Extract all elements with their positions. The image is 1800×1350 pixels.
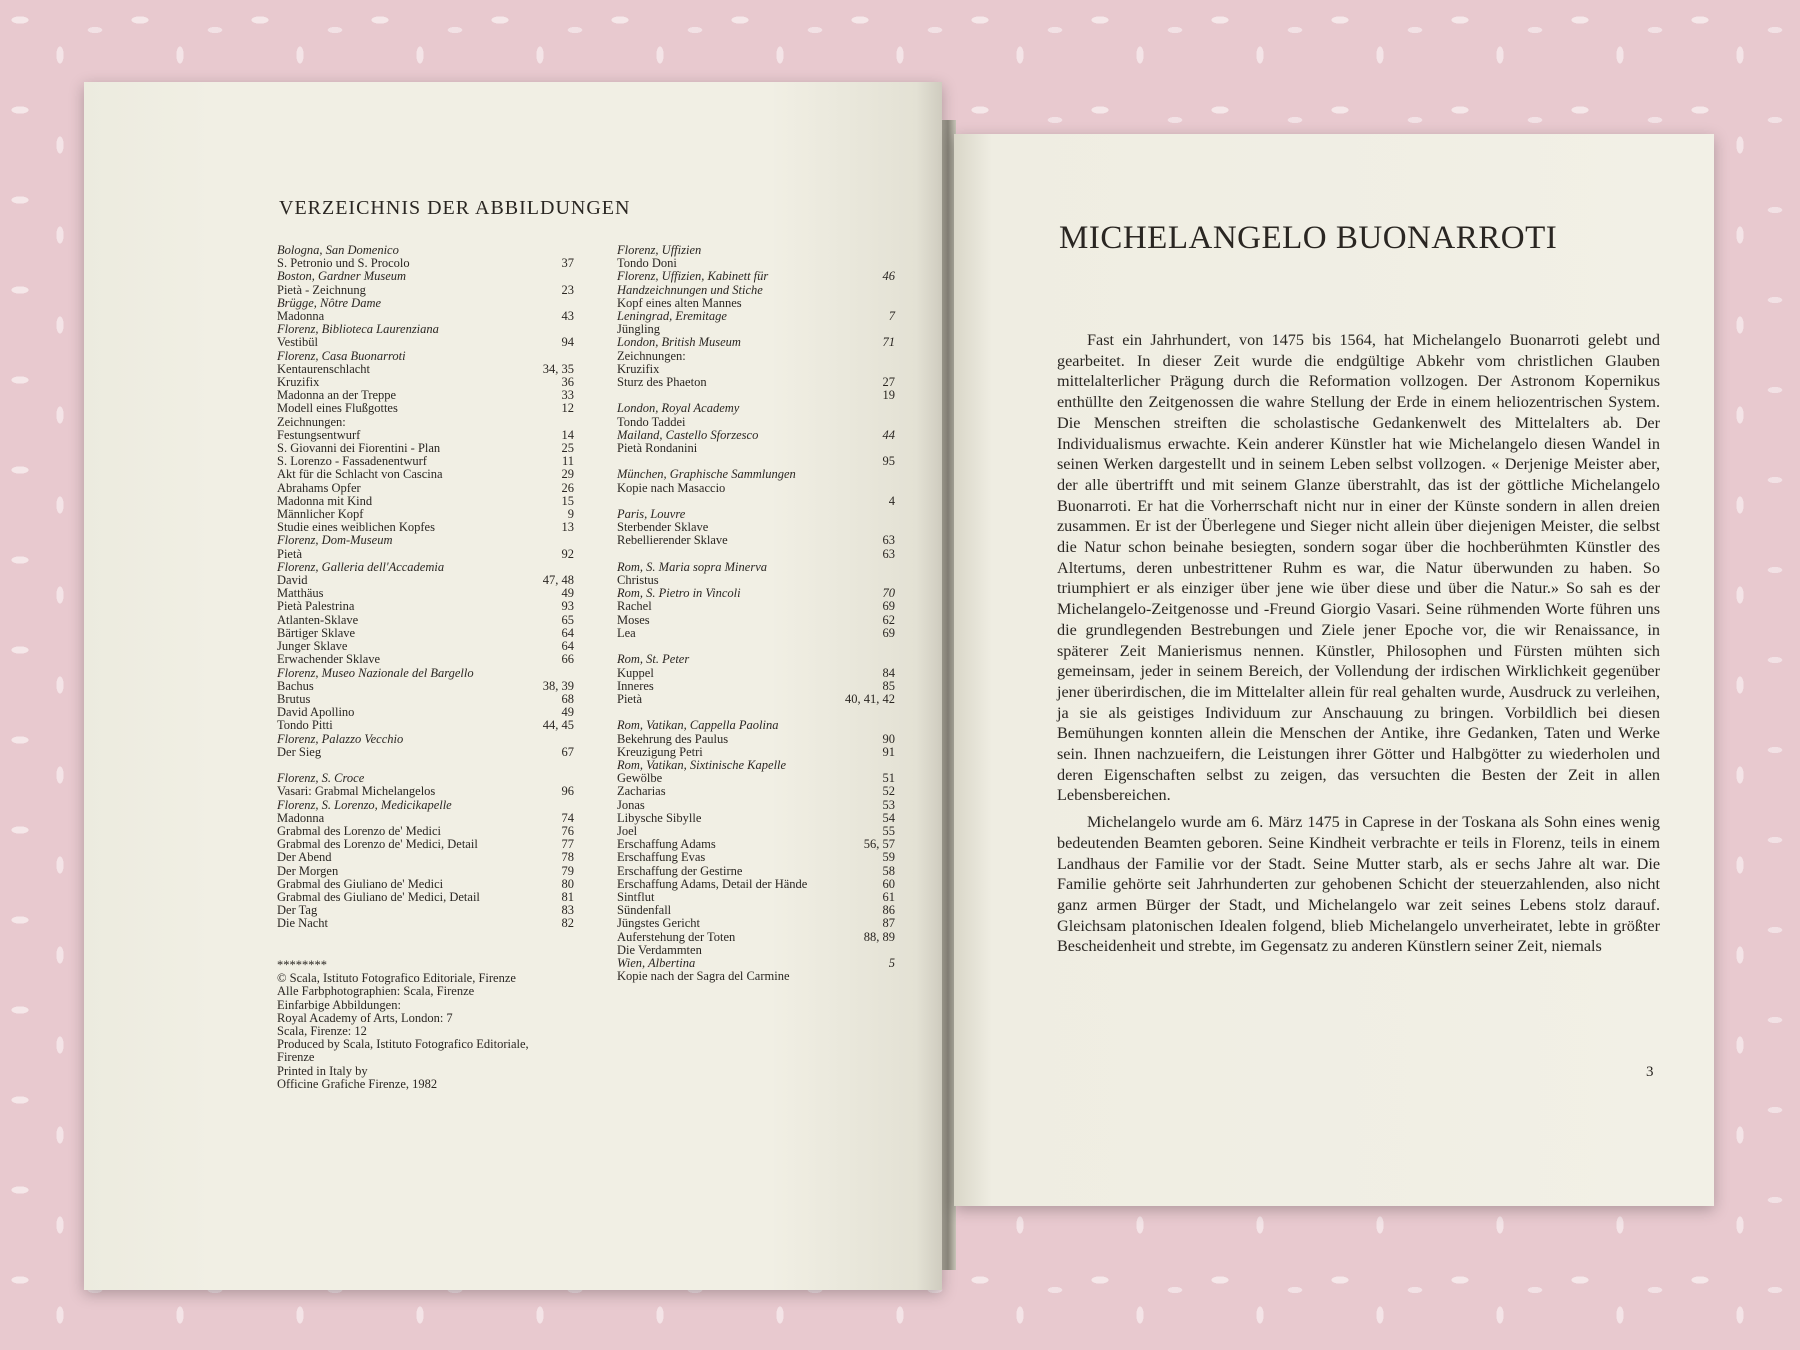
- entry-title: S. Giovanni dei Fiorentini - Plan: [277, 441, 441, 456]
- entry-page-number: 12: [561, 401, 574, 416]
- entry-page-number: 96: [561, 784, 574, 799]
- credit-line: © Scala, Istituto Fotografico Editoriale, Firenze: [277, 971, 516, 986]
- entry-page-number: 58: [882, 863, 895, 878]
- entry-page-number: 87: [882, 916, 895, 931]
- body-text: [1057, 330, 1660, 957]
- entry-page-number: 65: [561, 612, 574, 627]
- entry-title: Madonna mit Kind: [277, 493, 373, 508]
- index-entry: [617, 680, 895, 693]
- entry-page-number: 80: [561, 876, 574, 891]
- entry-title: Grabmal des Giuliano de' Medici: [277, 876, 444, 891]
- index-location: [277, 561, 574, 574]
- index-entry: [617, 693, 895, 706]
- entry-title: Akt für die Schlacht von Cascina: [277, 467, 443, 482]
- entry-title: Rom, Vatikan, Cappella Paolina: [617, 718, 779, 733]
- index-entry: [617, 667, 895, 680]
- index-entry: [617, 600, 895, 613]
- paragraph: Fast ein Jahrhundert, von 1475 bis 1564, hat Michelangelo Buonarroti gelebt und gearbeitet. In dieser Zeit wurde die endgültige Abkehr vom christlichen Glauben mittelalterlicher Prägung durch die Reformation vollzogen. Der Astronom Kopernikus enthüllte den Zeitgenossen die wahre Stellung der Erde in einem heliozentrischen System. Die Menschen streiften die scholastische Gedankenwelt des Mittelalters ab. Der Individualismus erwachte. Kein anderer Künstler hat wie Michelangelo diesen Wandel in seinen Werken dargestellt und in seinem Leben selbst vollzogen. « Derjenige Meister aber, der alle übertrifft und mit seinem Glanze überstrahlt, das ist der göttliche Michelangelo Buonarroti. Er hat die Vorherrschaft nicht nur in einer der Künste sondern in allen dreien zusammen. Er ist der Überlegene und Sieger nicht allein über diejenigen Meister, die selbst die Natur schon beinahe besiegten, sondern sogar über die hochberühmten Künstler des Altertums, deren unbestrittener Ruhm es war, die Natur überwunden zu haben. So triumphiert er als einziger über jene wie über diese und über die Natur.» So sah es der Michelangelo-Zeitgenosse und -Freund Giorgio Vasari. Seine rühmenden Worte führen uns die grundlegenden Bestrebungen und Ziele jener Epoche vor, die wir Renaissance, in späterer Zeit Manierismus nennen. Künstler, Philosophen und Fürsten mühten sich gemeinsam, jeder in seinem Bereich, der Vollendung der irdischen Wirklichkeit gegenüber jener überirdischen, die im Mittelalter allein für real gehalten wurde, Ausdruck zu verleihen, ja sie als geistiges Individuum zur Anschauung zu bringen. Vorbildlich bei diesen Bemühungen konnten allein die Menschen der Antike, ihre Gedanken, Taten und Werke sein. Ihnen nachzueifern, die Leistungen ihrer Götter und Halbgötter zu wiederholen und deren Eigenschaften selbst zu zeigen, das versuchten die Besten der Zeit in allen Lebensbereichen.: [1057, 331, 1660, 805]
- entry-page-number: 69: [882, 599, 895, 614]
- entry-page-number: 47, 48: [542, 573, 574, 588]
- entry-title: Florenz, Uffizien, Kabinett für: [617, 269, 769, 284]
- entry-title: Erschaffung Adams: [617, 837, 716, 852]
- entry-title: Sterbender Sklave: [617, 520, 709, 535]
- entry-page-number: 19: [882, 388, 895, 403]
- credits-block: [277, 959, 557, 1091]
- index-entry: [277, 402, 574, 415]
- index-entry: [277, 548, 574, 561]
- entry-title: Festungsentwurf: [277, 427, 361, 442]
- credit-line: ********: [277, 958, 327, 972]
- entry-page-number: 5: [888, 955, 895, 970]
- entry-title: Grabmal des Lorenzo de' Medici: [277, 823, 441, 838]
- entry-title: Kruzifix: [617, 361, 660, 376]
- entry-title: Vestibül: [277, 335, 318, 350]
- entry-page-number: 66: [561, 652, 574, 667]
- entry-title: Bärtiger Sklave: [277, 625, 356, 640]
- entry-page-number: 74: [561, 810, 574, 825]
- index-location: [277, 534, 574, 547]
- entry-title: Handzeichnungen und Stiche: [617, 282, 763, 297]
- index-entry: [277, 851, 574, 864]
- index-entry: [617, 812, 895, 825]
- credit-line: Alle Farbphotographien: Scala, Firenze: [277, 984, 475, 999]
- index-entry: [277, 600, 574, 613]
- entry-page-number: 60: [882, 876, 895, 891]
- credit-line: Firenze: [277, 1050, 315, 1065]
- index-location: [277, 270, 574, 283]
- entry-page-number: 9: [567, 507, 574, 522]
- entry-title: Erwachender Sklave: [277, 652, 381, 667]
- entry-title: Leningrad, Eremitage: [617, 309, 727, 324]
- index-entry: [617, 931, 895, 944]
- credit-line: Royal Academy of Arts, London: 7: [277, 1010, 453, 1025]
- index-entry: [277, 785, 574, 798]
- entry-title: Madonna an der Treppe: [277, 388, 397, 403]
- entry-title: Rom, S. Pietro in Vincoli: [617, 586, 741, 601]
- entry-title: Florenz, Biblioteca Laurenziana: [277, 322, 439, 337]
- paragraph: Michelangelo wurde am 6. März 1475 in Caprese in der Toskana als Sohn eines wenig bedeutenden Beamten geboren. Seine Kindheit verbrachte er teils in Florenz, teils in einem Landhaus der Familie vor der Stadt. Seine Mutter starb, als er sechs Jahre alt war. Die Familie gehörte seit Jahrhunderten zur gehobenen Schicht der steuerzahlenden, also nicht ganz armen Bürger der Stadt, und Michelangelo war zeit seines Lebens stolz darauf. Gleichsam platonischen Idealen folgend, blieb Michelangelo unverheiratet, lebte in größter Bescheidenheit und strebte, im Gegensatz zu anderen Künstlern seiner Zeit, niemals: [1057, 813, 1660, 956]
- entry-page-number: 26: [561, 480, 574, 495]
- entry-page-number: 68: [561, 691, 574, 706]
- entry-title: Grabmal des Lorenzo de' Medici, Detail: [277, 837, 478, 852]
- credit-line: Einfarbige Abbildungen:: [277, 997, 401, 1012]
- index-location: [277, 733, 574, 746]
- entry-title: Pietà: [277, 546, 302, 561]
- index-entry: [617, 785, 895, 798]
- entry-page-number: 46: [882, 269, 895, 284]
- index-entry: [277, 812, 574, 825]
- entry-page-number: 64: [561, 625, 574, 640]
- entry-title: Pietà Rondanini: [617, 441, 698, 456]
- index-location: [617, 402, 895, 415]
- entry-title: Der Tag: [277, 903, 318, 918]
- entry-title: Kreuzigung Petri: [617, 744, 703, 759]
- index-location: [277, 350, 574, 363]
- index-entry: [617, 482, 895, 495]
- index-entry: [617, 917, 895, 930]
- entry-title: Rom, Vatikan, Sixtinische Kapelle: [617, 757, 787, 772]
- entry-title: Tondo Doni: [617, 256, 677, 271]
- entry-page-number: 79: [561, 863, 574, 878]
- entry-title: Grabmal des Giuliano de' Medici, Detail: [277, 889, 480, 904]
- entry-title: Sündenfall: [617, 903, 672, 918]
- entry-title: Pietà: [617, 691, 642, 706]
- entry-title: S. Lorenzo - Fassadenentwurf: [277, 454, 427, 469]
- entry-title: Joel: [617, 823, 638, 838]
- entry-title: Pietà Palestrina: [277, 599, 355, 614]
- entry-page-number: 36: [561, 375, 574, 390]
- entry-title: Brutus: [277, 691, 311, 706]
- entry-page-number: 70: [882, 586, 895, 601]
- entry-title: Wien, Albertina: [617, 955, 696, 970]
- index-column-right: [617, 244, 895, 983]
- entry-page-number: 11: [561, 454, 574, 469]
- entry-page-number: 63: [882, 533, 895, 548]
- entry-page-number: 53: [882, 797, 895, 812]
- entry-title: David Apollino: [277, 705, 355, 720]
- entry-page-number: 81: [561, 889, 574, 904]
- credit-line: Printed in Italy by: [277, 1063, 368, 1078]
- entry-page-number: 44: [882, 427, 895, 442]
- entry-page-number: 43: [561, 309, 574, 324]
- entry-title: Gewölbe: [617, 771, 663, 786]
- entry-title: Vasari: Grabmal Michelangelos: [277, 784, 436, 799]
- entry-page-number: 54: [882, 810, 895, 825]
- index-entry: [277, 363, 574, 376]
- index-entry: [617, 442, 895, 455]
- entry-title: Kuppel: [617, 665, 654, 680]
- entry-title: München, Graphische Sammlungen: [617, 467, 796, 482]
- entry-title: Männlicher Kopf: [277, 507, 364, 522]
- left-page: [84, 82, 942, 1290]
- entry-page-number: 85: [882, 678, 895, 693]
- entry-page-number: 37: [561, 256, 574, 271]
- index-location: [617, 336, 895, 349]
- entry-title: Erschaffung der Gestirne: [617, 863, 743, 878]
- entry-title: Bekehrung des Paulus: [617, 731, 729, 746]
- entry-title: Der Morgen: [277, 863, 339, 878]
- entry-page-number: 94: [561, 335, 574, 350]
- entry-page-number: 78: [561, 850, 574, 865]
- entry-title: Kentaurenschlacht: [277, 361, 371, 376]
- entry-title: Bachus: [277, 678, 314, 693]
- entry-page-number: 49: [561, 705, 574, 720]
- index-entry: [617, 746, 895, 759]
- index-entry: [277, 482, 574, 495]
- entry-title: Madonna: [277, 309, 325, 324]
- entry-page-number: 61: [882, 889, 895, 904]
- entry-page-number: 25: [561, 441, 574, 456]
- index-location: [617, 270, 895, 283]
- index-entry: [617, 614, 895, 627]
- index-entry: [617, 851, 895, 864]
- index-entry: [617, 944, 895, 957]
- entry-title: Rachel: [617, 599, 652, 614]
- entry-title: Moses: [617, 612, 650, 627]
- entry-title: David: [277, 573, 308, 588]
- entry-title: Christus: [617, 573, 659, 588]
- entry-page-number: 93: [561, 599, 574, 614]
- index-entry: [277, 865, 574, 878]
- page-title: MICHELANGELO BUONARROTI: [1059, 220, 1558, 256]
- entry-page-number: 29: [561, 467, 574, 482]
- entry-page-number: 71: [882, 335, 895, 350]
- entry-page-number: 82: [561, 916, 574, 931]
- entry-page-number: 27: [882, 375, 895, 390]
- entry-title: Kopie nach der Sagra del Carmine: [617, 969, 790, 984]
- entry-title: Matthäus: [277, 586, 324, 601]
- entry-title: Jüngstes Gericht: [617, 916, 700, 931]
- credit-line: Scala, Firenze: 12: [277, 1024, 367, 1039]
- entry-page-number: 4: [888, 493, 895, 508]
- credit-line: Produced by Scala, Istituto Fotografico Editoriale,: [277, 1037, 529, 1052]
- entry-title: Brügge, Nôtre Dame: [277, 295, 382, 310]
- entry-title: Tondo Taddei: [617, 414, 686, 429]
- entry-page-number: 67: [561, 744, 574, 759]
- entry-title: Junger Sklave: [277, 639, 348, 654]
- index-entry: [617, 865, 895, 878]
- index-location: [277, 799, 574, 812]
- index-column-left: [277, 244, 574, 931]
- entry-page-number: 14: [561, 427, 574, 442]
- entry-title: Florenz, Uffizien: [617, 243, 702, 257]
- index-entry: [617, 350, 895, 363]
- entry-title: Madonna: [277, 810, 325, 825]
- entry-title: Sturz des Phaeton: [617, 375, 707, 390]
- entry-title: Florenz, Dom-Museum: [277, 533, 393, 548]
- entry-title: Kopf eines alten Mannes: [617, 295, 742, 310]
- entry-title: Der Sieg: [277, 744, 322, 759]
- index-entry: [277, 416, 574, 429]
- index-location: [617, 587, 895, 600]
- entry-page-number: 95: [882, 454, 895, 469]
- entry-title: Rom, St. Peter: [617, 652, 690, 667]
- entry-title: Pietà - Zeichnung: [277, 282, 366, 297]
- index-location: [617, 653, 895, 666]
- entry-title: Florenz, Palazzo Vecchio: [277, 731, 404, 746]
- entry-title: Lea: [617, 625, 636, 640]
- entry-page-number: 91: [882, 744, 895, 759]
- entry-title: Sintflut: [617, 889, 655, 904]
- entry-page-number: 92: [561, 546, 574, 561]
- entry-title: Modell eines Flußgottes: [277, 401, 398, 416]
- index-entry: [277, 653, 574, 666]
- entry-title: Atlanten-Sklave: [277, 612, 359, 627]
- index-location: [277, 667, 574, 680]
- entry-page-number: 55: [882, 823, 895, 838]
- entry-page-number: 7: [888, 309, 895, 324]
- entry-title: Studie eines weiblichen Kopfes: [277, 520, 435, 535]
- entry-title: Erschaffung Adams, Detail der Hände: [617, 876, 808, 891]
- entry-title: Jonas: [617, 797, 645, 812]
- index-entry: [617, 627, 895, 640]
- entry-page-number: 86: [882, 903, 895, 918]
- entry-title: London, British Museum: [617, 335, 741, 350]
- entry-title: Rom, S. Maria sopra Minerva: [617, 559, 767, 574]
- entry-title: Der Abend: [277, 850, 332, 865]
- entry-page-number: 13: [561, 520, 574, 535]
- index-entry: [277, 746, 574, 759]
- entry-page-number: 33: [561, 388, 574, 403]
- index-entry: [617, 799, 895, 812]
- index-entry: [277, 917, 574, 930]
- entry-title: Florenz, S. Croce: [277, 771, 365, 786]
- entry-title: Jüngling: [617, 322, 661, 337]
- entry-page-number: 63: [882, 546, 895, 561]
- entry-title: Florenz, Casa Buonarroti: [277, 348, 406, 363]
- entry-title: Die Verdammten: [617, 942, 702, 957]
- index-entry: [277, 284, 574, 297]
- entry-page-number: 15: [561, 493, 574, 508]
- entry-title: Die Nacht: [277, 916, 329, 931]
- entry-title: Florenz, Galleria dell'Accademia: [277, 559, 445, 574]
- index-entry: [617, 534, 895, 547]
- right-page: [954, 134, 1714, 1206]
- list-heading: VERZEICHNIS DER ABBILDUNGEN: [279, 197, 631, 219]
- entry-title: Mailand, Castello Sforzesco: [617, 427, 759, 442]
- entry-title: Florenz, Museo Nazionale del Bargello: [277, 665, 474, 680]
- entry-page-number: 62: [882, 612, 895, 627]
- entry-page-number: 49: [561, 586, 574, 601]
- entry-title: Florenz, S. Lorenzo, Medicikapelle: [277, 797, 452, 812]
- index-entry: [277, 680, 574, 693]
- index-entry: [617, 878, 895, 891]
- index-entry: [277, 614, 574, 627]
- entry-title: Bologna, San Domenico: [277, 243, 399, 257]
- index-entry: [277, 468, 574, 481]
- entry-title: Inneres: [617, 678, 654, 693]
- entry-title: Zeichnungen:: [277, 414, 346, 429]
- index-location: [617, 719, 895, 732]
- entry-page-number: 44, 45: [542, 718, 574, 733]
- entry-page-number: 77: [561, 837, 574, 852]
- entry-page-number: 40, 41, 42: [845, 691, 895, 706]
- index-entry: [277, 336, 574, 349]
- entry-page-number: 90: [882, 731, 895, 746]
- entry-title: Kopie nach Masaccio: [617, 480, 726, 495]
- entry-page-number: 51: [882, 771, 895, 786]
- entry-title: Zacharias: [617, 784, 666, 799]
- credit-line: Officine Grafiche Firenze, 1982: [277, 1076, 438, 1091]
- entry-page-number: 34, 35: [542, 361, 574, 376]
- entry-page-number: 59: [882, 850, 895, 865]
- entry-title: S. Petronio und S. Procolo: [277, 256, 410, 271]
- entry-title: London, Royal Academy: [617, 401, 740, 416]
- entry-title: Paris, Louvre: [617, 507, 686, 522]
- index-entry: [277, 719, 574, 732]
- entry-page-number: 23: [561, 282, 574, 297]
- entry-title: Kruzifix: [277, 375, 320, 390]
- entry-title: Erschaffung Evas: [617, 850, 706, 865]
- index-entry: [617, 376, 895, 389]
- index-entry: [617, 733, 895, 746]
- index-entry: [277, 891, 574, 904]
- entry-title: Rebellierender Sklave: [617, 533, 728, 548]
- entry-title: Tondo Pitti: [277, 718, 333, 733]
- index-location: [277, 323, 574, 336]
- entry-title: Zeichnungen:: [617, 348, 686, 363]
- entry-page-number: 84: [882, 665, 895, 680]
- entry-title: Abrahams Opfer: [277, 480, 361, 495]
- index-location: [617, 284, 895, 297]
- entry-page-number: 64: [561, 639, 574, 654]
- entry-title: Auferstehung der Toten: [617, 929, 736, 944]
- entry-page-number: 52: [882, 784, 895, 799]
- entry-page-number: 56, 57: [863, 837, 895, 852]
- index-location: [617, 468, 895, 481]
- index-entry: [617, 970, 895, 983]
- page-number: 3: [1646, 1064, 1654, 1080]
- entry-page-number: 38, 39: [542, 678, 574, 693]
- entry-title: [617, 548, 620, 561]
- entry-page-number: 69: [882, 625, 895, 640]
- entry-page-number: 76: [561, 823, 574, 838]
- index-entry: [617, 548, 895, 561]
- index-entry: [617, 416, 895, 429]
- index-entry: [277, 878, 574, 891]
- entry-page-number: 83: [561, 903, 574, 918]
- entry-page-number: 88, 89: [863, 929, 895, 944]
- entry-title: Boston, Gardner Museum: [277, 269, 407, 284]
- entry-title: Libysche Sibylle: [617, 810, 702, 825]
